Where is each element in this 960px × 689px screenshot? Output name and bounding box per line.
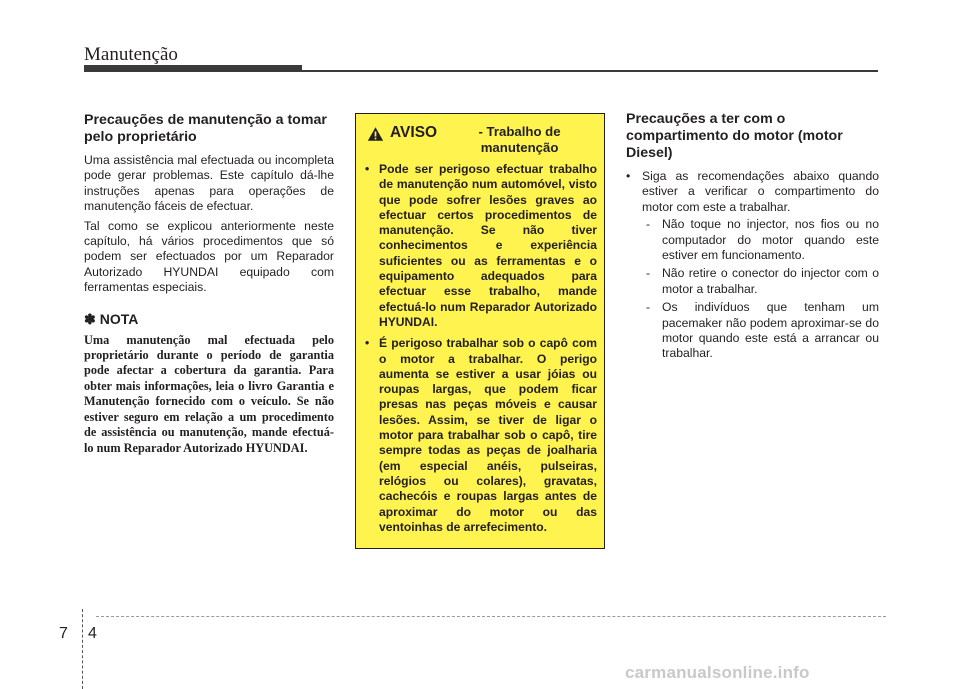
paragraph: Tal como se explicou anteriormente neste capítulo, há vários procedimentos que só podem ser efectuados por um Reparador Autorizado HYUNDAI equipado com ferramentas especiais. bbox=[84, 218, 334, 295]
warning-triangle-icon bbox=[367, 126, 384, 142]
watermark: carmanualsonline.info bbox=[625, 663, 810, 682]
chapter-number: 7 bbox=[59, 625, 68, 642]
sub-list-item: - Não retire o conector do injector com o motor a trabalhar. bbox=[642, 266, 879, 297]
warning-title bbox=[365, 123, 597, 156]
paragraph: Uma assistência mal efectuada ou incompleta pode gerar problemas. Este capítulo dá-lhe instruções apenas para operações de manutenção fáceis de efectuar. bbox=[84, 153, 334, 214]
owner-maintenance-heading: Precauções de manutenção a tomar pelo proprietário bbox=[84, 112, 327, 145]
section-title: Manutenção bbox=[84, 44, 178, 65]
diesel-engine-heading: Precauções a ter com o compartimento do motor (motor Diesel) bbox=[626, 111, 843, 161]
note-text: Uma manutenção mal efectuada pelo proprietário durante o período de garantia pode afectar a cobertura da garantia. Para obter mais informações, leia o livro Garantia e Manutenção fornecido com o veículo. Se não estiver seguro em relação a um procedimento de assistência ou manutenção, mande efectuá-lo num Reparador Autorizado HYUNDAI. bbox=[84, 332, 334, 455]
warning-item: • É perigoso trabalhar sob o capô com o motor a trabalhar. O perigo aumenta se estiver a usar jóias ou roupas largas, que podem ficar presas nas peças móveis e causar lesões. Assim, se tiver de ligar o motor para trabalhar sob o capô, tire sempre todas as peças de joalharia (em especial anéis, pulseiras, relógios ou colares), gravatas, cachecóis e roupas largas antes de aproximar do motor ou das ventoinhas de arrefecimento. bbox=[365, 336, 597, 535]
warning-box bbox=[355, 113, 605, 549]
note-heading bbox=[84, 311, 334, 328]
sub-list bbox=[642, 217, 879, 362]
right-column bbox=[626, 111, 879, 365]
header-rule-thin bbox=[302, 70, 878, 72]
warning-subtitle: - Trabalho de manutenção bbox=[478, 124, 561, 155]
header-rule-thick bbox=[84, 65, 302, 72]
warning-label: AVISO bbox=[390, 124, 438, 141]
sub-list-item: - Não toque no injector, nos fios ou no computador do motor quando este estiver em funcionamento. bbox=[642, 217, 879, 263]
note-label: NOTA bbox=[99, 310, 139, 327]
page-number: 4 bbox=[88, 625, 97, 642]
footer-divider-horizontal bbox=[96, 616, 886, 617]
list-item-text: Siga as recomendações abaixo quando estiver a verificar o compartimento do motor com este a trabalhar. bbox=[642, 169, 879, 214]
footer-divider-vertical bbox=[82, 609, 83, 689]
warning-item: • Pode ser perigoso efectuar trabalho de manutenção num automóvel, visto que pode sofrer lesões graves ao efectuar certos procedimentos de manutenção. Se não tiver conhecimentos e experiência suficientes ou as ferramentas e o equipamento adequados para efectuar esse trabalho, mande efectuá-lo num Reparador Autorizado HYUNDAI. bbox=[365, 162, 597, 330]
warning-list bbox=[365, 162, 597, 535]
list-item bbox=[626, 169, 879, 362]
sub-list-item: - Os indivíduos que tenham um pacemaker não podem aproximar-se do motor quando este está a arrancar ou trabalhar. bbox=[642, 300, 879, 362]
left-column bbox=[84, 112, 334, 456]
diesel-precautions-list bbox=[626, 169, 879, 362]
note-star-icon: ✽ bbox=[84, 310, 96, 327]
